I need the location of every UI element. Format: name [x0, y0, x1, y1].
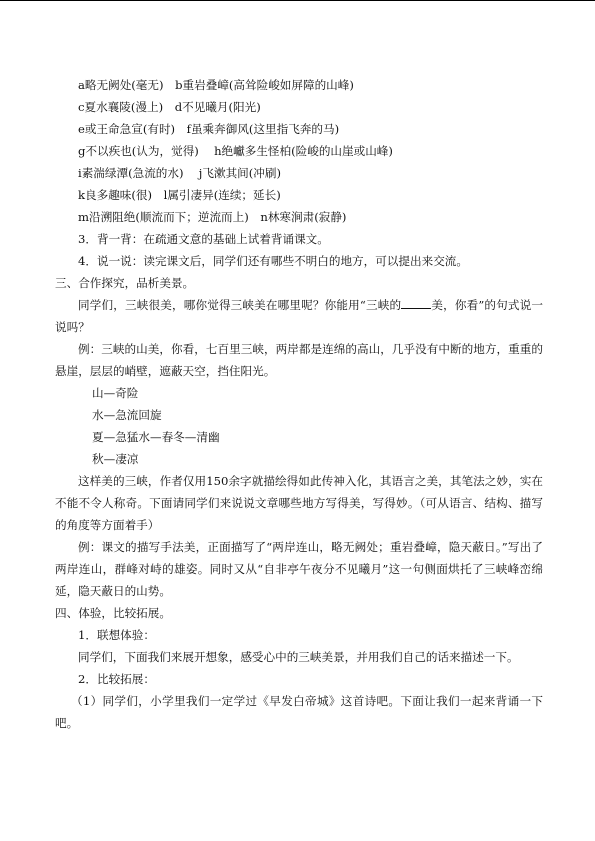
section-heading: 四、体验，比较拓展。 — [55, 606, 171, 620]
vocab-line: c夏水襄陵(漫上) d不见曦月(阳光) — [78, 100, 261, 114]
step-discuss: 4．说一说：读完课文后，同学们还有哪些不明白的地方，可以提出来交流。 — [78, 254, 468, 268]
item-title: 1．联想体验： — [78, 628, 155, 642]
summary-line: 秋—凄凉 — [92, 452, 139, 466]
example-paragraph: 例：课文的描写手法美，正面描写了“两岸连山，略无阙处；重岩叠嶂，隐天蔽日。”写出了两岸连山，群峰对峙的雄姿。同时又从“自非亭午夜分不见曦月”这一句侧面烘托了三峡峰峦绵延，隐天蔽日的山势。 — [55, 540, 543, 598]
summary-line: 水—急流回旋 — [92, 408, 162, 422]
vocab-line: e或王命急宣(有时) f虽乘奔御风(这里指飞奔的马) — [78, 122, 340, 136]
document-body — [55, 74, 543, 734]
question-paragraph — [55, 294, 543, 338]
item-title: 2．比较拓展： — [78, 672, 155, 686]
question-text: 同学们，三峡很美，哪你觉得三峡美在哪里呢？你能用“三峡的 — [78, 298, 402, 312]
step-recite: 3．背一背：在疏通文意的基础上试着背诵课文。 — [78, 232, 329, 246]
vocab-line: a略无阙处(毫无) b重岩叠嶂(高耸险峻如屏障的山峰) — [78, 78, 354, 92]
section-heading: 三、合作探究，品析美景。 — [55, 276, 195, 290]
body-paragraph: 同学们，下面我们来展开想象，感受心中的三峡美景，并用我们自己的话来描述一下。 — [78, 650, 519, 664]
summary-line: 山—奇险 — [92, 386, 139, 400]
vocab-line: k良多趣味(很) l属引凄异(连续；延长) — [78, 188, 281, 202]
header-rule — [0, 0, 595, 1]
summary-line: 夏—急猛水—春冬—清幽 — [92, 430, 220, 444]
vocab-line: m沿溯阻绝(顺流而下；逆流而上) n林寒涧肃(寂静) — [78, 210, 347, 224]
body-paragraph: （1）同学们，小学里我们一定学过《早发白帝城》这首诗吧。下面让我们一起来背诵一下吧。 — [55, 694, 543, 730]
fill-in-blank — [401, 296, 431, 309]
vocab-line: i素湍绿潭(急流的水) j飞漱其间(冲刷) — [78, 166, 281, 180]
vocab-line: g不以疾也(认为，觉得) h绝巘多生怪柏(险峻的山崖或山峰) — [78, 144, 393, 158]
body-paragraph: 这样美的三峡，作者仅用150余字就描绘得如此传神入化，其语言之美，其笔法之妙，实在不能不令人称奇。下面请同学们来说说文章哪些地方写得美，写得妙。（可从语言、结构、描写的角度等方面着手） — [55, 474, 543, 532]
question-text: 美，你看”的句式说一说吗？ — [55, 298, 543, 334]
example-paragraph: 例：三峡的山美，你看，七百里三峡，两岸都是连绵的高山，几乎没有中断的地方，重重的悬崖，层层的峭壁，遮蔽天空，挡住阳光。 — [55, 342, 543, 378]
